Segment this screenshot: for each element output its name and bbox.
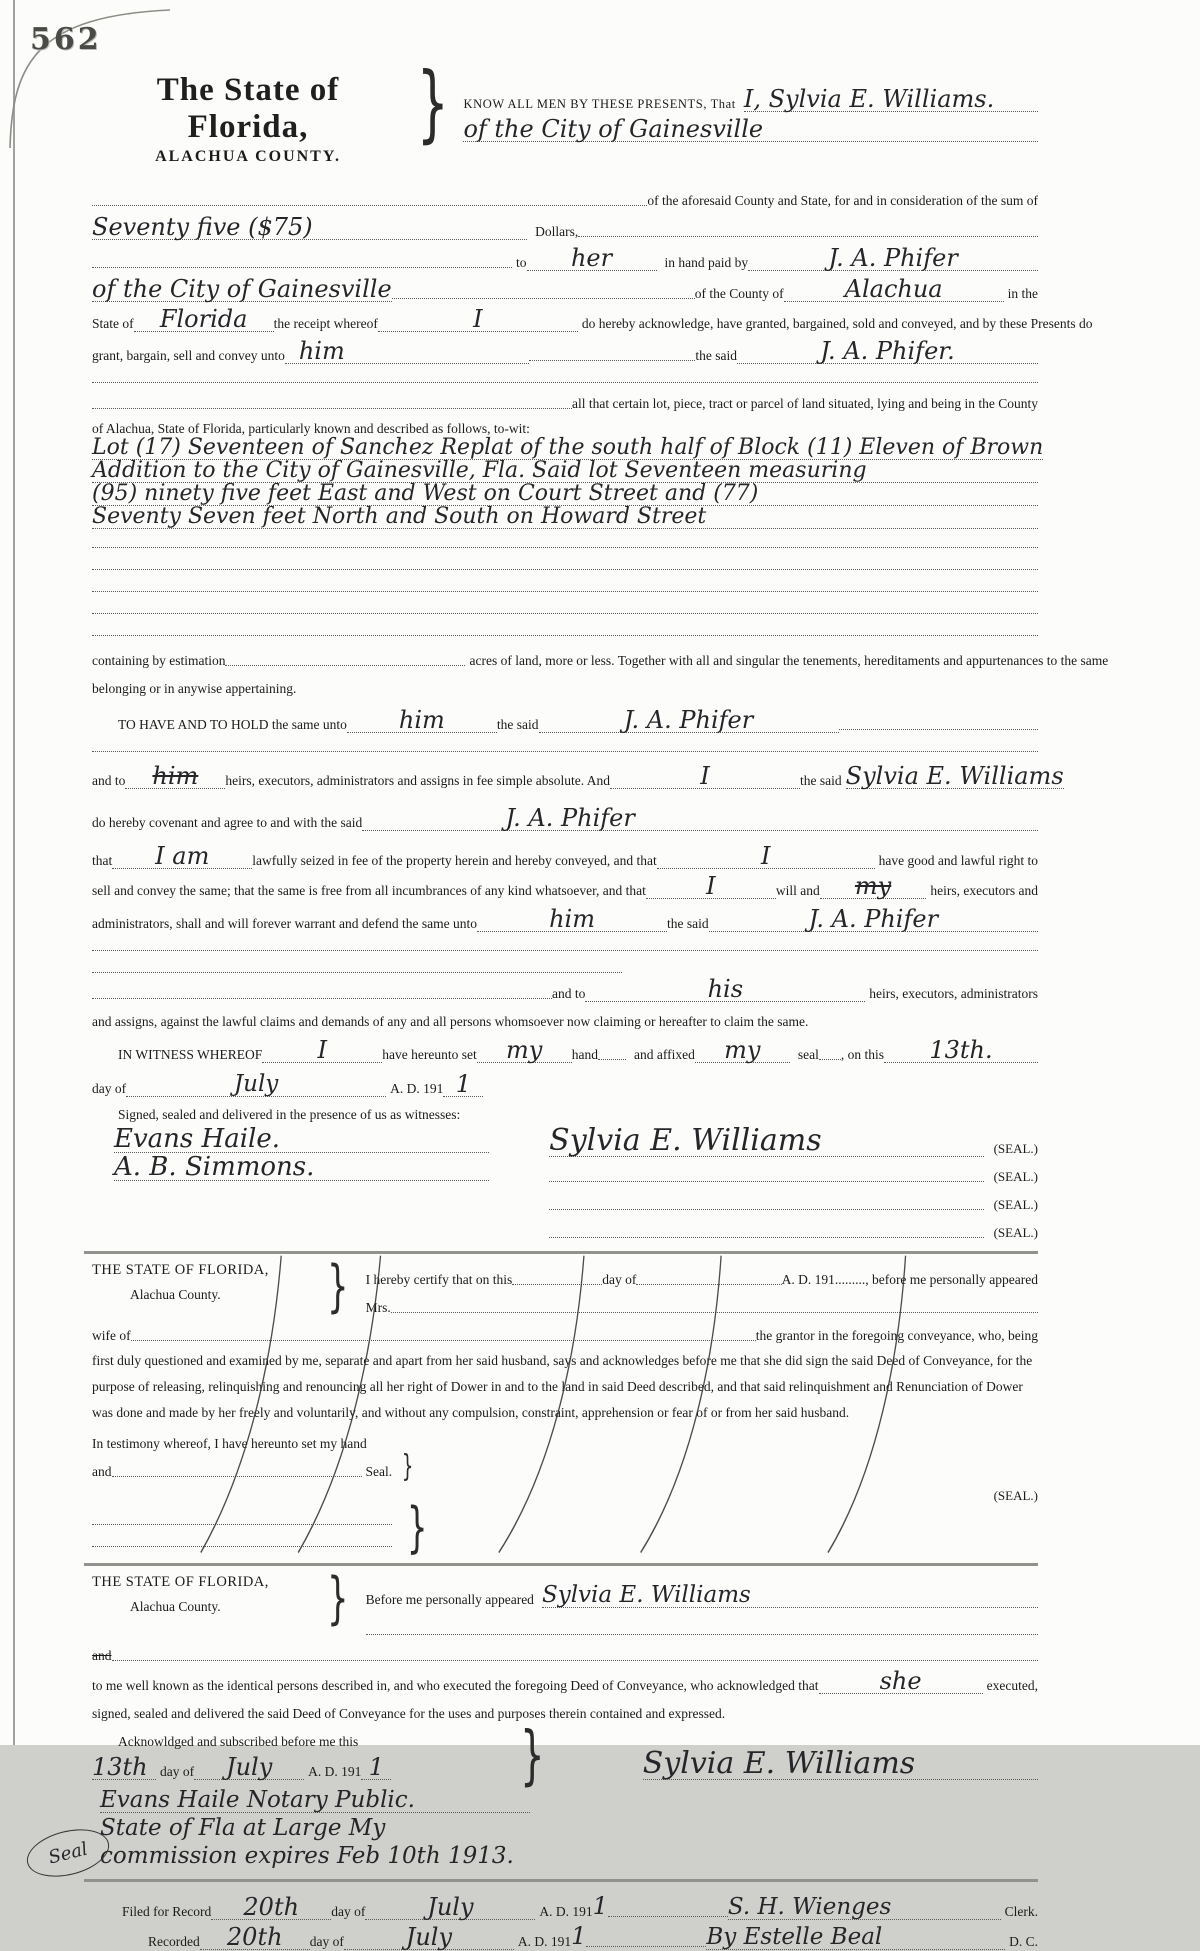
appearer-name-handwritten: Sylvia E. Williams <box>542 1584 1038 1608</box>
seal-label: (SEAL.) <box>993 1169 1038 1184</box>
grantor-city-handwritten: of the City of Gainesville <box>92 275 392 303</box>
printed-text: the said <box>667 916 709 931</box>
printed-text: grant, bargain, sell and convey unto <box>92 348 285 363</box>
printed-text: belonging or in anywise appertaining. <box>92 681 297 696</box>
printed-text: that <box>92 853 113 868</box>
recorded-year-handwritten: 1 <box>571 1922 587 1951</box>
pronoun-handwritten: I <box>657 844 875 869</box>
printed-text: signed, sealed and delivered the said Deed of Conveyance for the uses and purposes therein contained and expressed. <box>92 1705 726 1721</box>
header-brace: } <box>416 54 449 152</box>
printed-text: the said <box>496 717 539 732</box>
notary-acknowledgment-section <box>46 1565 1038 1870</box>
printed-text: the said <box>695 348 738 363</box>
seal-label: (SEAL.) <box>993 1141 1038 1156</box>
printed-text: all that certain lot, piece, tract or parcel of land situated, lying and being in the County <box>572 396 1038 411</box>
printed-text: Dollars, <box>535 224 579 239</box>
pronoun-handwritten: my <box>695 1038 790 1063</box>
printed-text: A. D. 191 <box>539 1904 593 1920</box>
printed-text: of the County of <box>694 286 784 301</box>
state-handwritten: Florida <box>134 307 274 332</box>
printed-text: heirs, executors, administrators <box>869 986 1038 1001</box>
consideration-amount-handwritten: Seventy five ($75) <box>92 215 527 240</box>
printed-text: containing by estimation <box>92 653 226 668</box>
struck-pronoun-handwritten: him <box>125 764 225 789</box>
ack-brace: } <box>520 1718 545 1793</box>
printed-text: have hereunto set <box>382 1047 477 1062</box>
printed-text: A. D. 191 <box>517 1934 572 1950</box>
witness-signature: A. B. Simmons. <box>114 1154 489 1181</box>
filed-month-handwritten: July <box>365 1895 535 1920</box>
deed-body <box>92 180 1109 1241</box>
property-description-line: Seventy Seven feet North and South on Howard Street <box>92 506 1038 529</box>
printed-text: State of <box>92 316 134 331</box>
printed-text: Dower was done and made by her freely and voluntarily, and without any compulsion, constraint, apprehension or fear of or from her said husband. <box>92 1379 1023 1420</box>
notary-brace: } <box>327 1565 349 1631</box>
payer-name-handwritten: J. A. Phifer <box>748 246 1038 271</box>
pronoun-handwritten: I <box>262 1038 382 1063</box>
clerk-signature: S. H. Wienges <box>728 1896 1001 1920</box>
filing-block <box>92 1890 1038 1950</box>
seal-word-handwritten: Seal <box>46 1838 90 1869</box>
printed-text: of the aforesaid County and State, for and in consideration of the sum of <box>647 193 1038 208</box>
recorded-month-handwritten: July <box>344 1925 514 1950</box>
printed-text: Clerk. <box>1004 1904 1038 1920</box>
printed-text: and assigns, against the lawful claims and demands of any and all persons whomsoever now claiming or hereafter to claim the same. <box>92 1014 809 1029</box>
property-description-line: (95) ninety five feet East and West on Court Street and (77) <box>92 483 1038 506</box>
property-description-line: Addition to the City of Gainesville, Fla. Said lot Seventeen measuring <box>92 460 1038 483</box>
printed-text: seal <box>797 1047 819 1062</box>
filed-year-handwritten: 1 <box>592 1892 608 1921</box>
witness-signature: Evans Haile. <box>114 1126 489 1153</box>
printed-text: day of <box>602 1272 637 1287</box>
printed-text: to <box>516 255 527 270</box>
printed-text: and to <box>552 986 586 1001</box>
printed-text: executed, <box>986 1677 1038 1693</box>
state-title: The State of Florida, <box>156 72 340 145</box>
printed-text: heirs, executors and <box>930 883 1038 898</box>
printed-text: Seal. <box>365 1464 393 1479</box>
printed-text: administrators, shall and will forever warrant and defend the same unto <box>92 916 478 931</box>
grantee-name-handwritten: J. A. Phifer <box>539 708 839 733</box>
printed-text: will and <box>775 883 820 898</box>
struck-pronoun-handwritten: my <box>820 874 927 899</box>
printed-text: TO HAVE AND TO HOLD the same unto <box>118 717 347 732</box>
notary-dower-section <box>92 1254 1038 1559</box>
grantee-name-handwritten: J. A. Phifer. <box>737 339 1038 364</box>
to-whom-handwritten: her <box>527 246 657 271</box>
notary-county-title: Alachua County. <box>130 1287 221 1302</box>
grantee-name-handwritten: J. A. Phifer <box>709 907 1038 932</box>
printed-text: D. C. <box>1009 1934 1038 1950</box>
pronoun-handwritten: his <box>585 977 865 1002</box>
ack-day-handwritten: 13th <box>92 1755 156 1780</box>
printed-text: In testimony whereof, I have hereunto set my hand <box>92 1436 367 1451</box>
printed-text: the grantor in the foregoing conveyance, who, being <box>755 1328 1038 1343</box>
printed-text: Signed, sealed and delivered in the presence of us as witnesses: <box>118 1107 461 1122</box>
notary-commission-block <box>46 1785 1038 1870</box>
county-handwritten: Alachua <box>784 277 1004 302</box>
grantee-pronoun-handwritten: him <box>347 708 497 733</box>
printed-text: day of <box>331 1904 366 1920</box>
notary-state-title: THE STATE OF FLORIDA, <box>92 1573 269 1590</box>
printed-text: the purpose of releasing, relinquishing and renouncing all her right of Dower in and to the land in said Deed described, and that said relinquishment and Renunciation of <box>92 1353 1033 1394</box>
document-header <box>92 54 1038 166</box>
tall-brace: } <box>406 1496 428 1559</box>
notary-commission-handwritten: commission expires Feb 10th 1913. <box>100 1843 514 1870</box>
printed-text: acres of land, more or less. Together with all and singular the tenements, hereditaments and appurtenances to the same <box>469 653 1109 668</box>
ack-year-handwritten: 1 <box>361 1755 391 1780</box>
county-title: ALACHUA COUNTY. <box>155 148 341 165</box>
grantor-city-handwritten: of the City of Gainesville <box>463 117 1038 142</box>
seal-label: (SEAL.) <box>993 1197 1038 1212</box>
notary-name-handwritten: Evans Haile Notary Public. <box>100 1789 530 1813</box>
seal-label: (SEAL.) <box>993 1225 1038 1240</box>
struck-printed-text: and <box>92 1647 112 1663</box>
printed-text: and affixed <box>633 1047 695 1062</box>
ack-month-handwritten: July <box>194 1755 304 1780</box>
scan-edge <box>13 0 15 1745</box>
printed-text: sell and convey the same; that the same is free from all incumbrances of any kind whatsoever, and that <box>92 883 646 898</box>
printed-text: in hand paid by <box>664 255 749 270</box>
section-divider <box>84 1563 1038 1566</box>
section-divider <box>84 1879 1038 1882</box>
section-divider <box>84 1251 1038 1254</box>
printed-text: and to <box>92 773 126 788</box>
notary-state-title: THE STATE OF FLORIDA, <box>92 1262 269 1278</box>
printed-text: the said <box>800 773 842 788</box>
printed-text: Acknowldged and subscribed before me this <box>118 1733 359 1749</box>
notary-brace: } <box>327 1254 349 1319</box>
printed-text: lawfully seized in fee of the property herein and hereby conveyed, and that <box>252 853 657 868</box>
notary-body-text <box>92 1348 1038 1426</box>
printed-text: Recorded <box>148 1934 200 1950</box>
grantee-pronoun-handwritten: him <box>285 339 529 364</box>
grantee-name-handwritten: J. A. Phifer <box>362 806 1038 831</box>
printed-text: in the <box>1007 286 1038 301</box>
printed-text: heirs, executors, administrators and assigns in fee simple absolute. And <box>225 773 611 788</box>
printed-text: do hereby covenant and agree to and with the said <box>92 815 363 830</box>
small-brace: } <box>401 1449 414 1484</box>
recorded-day-handwritten: 20th <box>200 1925 310 1950</box>
printed-text: day of <box>160 1763 195 1779</box>
filed-day-handwritten: 20th <box>211 1895 331 1920</box>
printed-text: day of <box>92 1081 127 1096</box>
printed-text: first duly questioned and examined by me, separate and apart from her said husband, says and acknowledges before me that she did sign the said Deed of Conveyance, for <box>92 1353 1013 1368</box>
pronoun-handwritten: she <box>819 1669 983 1694</box>
page-number: 562 <box>30 22 102 57</box>
printed-text: , on this <box>840 1047 884 1062</box>
pronoun-handwritten: I <box>610 764 800 789</box>
printed-text: have good and lawful right to <box>878 853 1038 868</box>
execution-year-handwritten: 1 <box>443 1072 483 1097</box>
printed-text: and <box>92 1464 112 1479</box>
printed-text: do hereby acknowledge, have granted, bargained, sold and conveyed, and by these Presents do <box>581 316 1093 331</box>
printed-text: day of <box>309 1934 344 1950</box>
pronoun-handwritten: I <box>378 307 578 332</box>
printed-text: the receipt whereof <box>273 316 378 331</box>
grantor-name-handwritten: I, Sylvia E. Williams. <box>744 87 1038 112</box>
grantee-pronoun-handwritten: him <box>477 907 667 932</box>
printed-text: A. D. 191........., before me personally appeared <box>781 1272 1038 1287</box>
execution-month-handwritten: July <box>126 1073 386 1097</box>
execution-day-handwritten: 13th. <box>884 1038 1038 1063</box>
printed-text: IN WITNESS WHEREOF <box>118 1047 263 1062</box>
printed-text: Filed for Record <box>122 1904 212 1920</box>
notary-county-title: Alachua County. <box>130 1598 221 1614</box>
printed-text: to me well known as the identical persons described in, and who executed the foregoing Deed of Conveyance, who acknowledged that <box>92 1677 819 1693</box>
pronoun-handwritten: I <box>646 874 776 899</box>
pronoun-handwritten: I am <box>112 844 252 869</box>
printed-text: hand <box>571 1047 598 1062</box>
printed-text: I hereby certify that on this <box>365 1272 513 1287</box>
notary-jurisdiction-handwritten: State of Fla at Large My <box>100 1815 386 1842</box>
pronoun-handwritten: my <box>477 1038 572 1063</box>
signature-block <box>92 1125 1038 1241</box>
printed-text: A. D. 191 <box>308 1763 362 1779</box>
know-all-men-text: KNOW ALL MEN BY THESE PRESENTS, That <box>463 97 736 111</box>
printed-text: of Alachua, State of Florida, particularly known and described as follows, to-wit: <box>92 421 530 436</box>
deputy-clerk-signature: By Estelle Beal <box>706 1926 1005 1950</box>
acknowledger-signature: Sylvia E. Williams <box>643 1749 1038 1780</box>
printed-text: A. D. 191 <box>390 1081 444 1096</box>
printed-text: Before me personally appeared <box>365 1591 534 1607</box>
printed-text: Mrs. <box>365 1300 391 1315</box>
grantor-name-handwritten: Sylvia E. Williams <box>845 762 1064 790</box>
grantor-signature: Sylvia E. Williams <box>549 1126 983 1157</box>
printed-text: wife of <box>92 1328 131 1343</box>
seal-label: (SEAL.) <box>993 1488 1038 1503</box>
property-description-line: Lot (17) Seventeen of Sanchez Replat of the south half of Block (11) Eleven of Brown <box>92 435 1044 460</box>
